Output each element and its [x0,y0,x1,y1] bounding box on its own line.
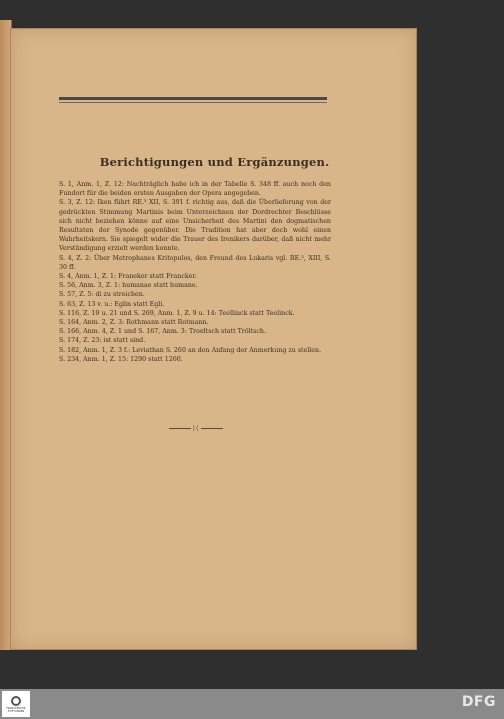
correction-entry: S. 63, Z. 13 v. u.: Eglin statt Egli. [59,300,165,308]
header-rule-thin [59,102,327,103]
correction-entry: S. 116, Z. 19 u. 21 und S. 269, Anm. 1, Z. 9 u. 14: Teellinck statt Teelinck. [59,309,295,317]
viewer-footer-bar [0,689,504,719]
correction-entry: S. 174, Z. 23: ist statt sind. [59,337,146,345]
correction-entry: S. 3, Z. 12: Iken führt RE.³ XII, S. 391 f. richtig aus, daß die Überlieferung von der gedrückten Stimmung Martinis beim Unterzeichnen der Dordrechter Beschlüsse sich nicht beziehen könne auf eine Unsicherheit des Martini den dogmatischen Resultaten der Synode gegenüber. Die Tradition hat aber doch wohl einen Wahrheitskern. Sie spiegelt wider die Trauer des Irenikers darüber, daß nicht mehr Verständigung erzielt werden konnte. [59,199,331,253]
correction-entry: S. 182, Anm. 1, Z. 3 f.: Leviathan S. 260 an den Anfang der Anmerkung zu stellen. [59,346,322,354]
correction-entry: S. 234, Anm. 1, Z. 15: 1290 statt 1260. [59,355,183,363]
correction-entry: S. 166, Anm. 4, Z. 1 und S. 167, Anm. 3: Troeltsch statt Tröltsch. [59,328,266,336]
ornament-line-left [169,428,191,429]
dfg-logo[interactable]: DFG [461,694,496,710]
logo-text: FRANCKESCHE STIFTUNGEN [6,706,26,713]
document-page [10,28,417,650]
closing-ornament [156,425,236,431]
ornament-center: ⟩⟨ [192,424,200,432]
page-heading: Berichtigungen und Ergänzungen. [99,155,330,169]
correction-entry: S. 1, Anm. 1, Z. 12: Nachträglich habe ich in der Tabelle S. 348 ff. auch noch den Fundort für die beiden ersten Ausgaben der Opera angegeben. [59,181,331,198]
correction-entry: S. 4, Z. 2: Über Metrophanes Kritopulos, den Freund des Lukaris vgl. RE.³, XIII, S. 30 ff. [59,254,331,271]
logo-emblem-icon [11,696,21,706]
corrections-list [59,180,331,364]
correction-entry: S. 56, Anm. 3, Z. 1: humanae statt humane. [59,282,198,290]
ornament-line-right [201,428,223,429]
correction-entry: S. 57, Z. 5: di zu streichen. [59,291,145,299]
institution-logo[interactable] [2,691,30,717]
correction-entry: S. 164, Anm. 2, Z. 3: Rothmann statt Rotmann. [59,319,209,327]
header-rule [59,97,327,100]
correction-entry: S. 4, Anm. 1, Z. 1: Franeker statt Francker. [59,273,197,281]
